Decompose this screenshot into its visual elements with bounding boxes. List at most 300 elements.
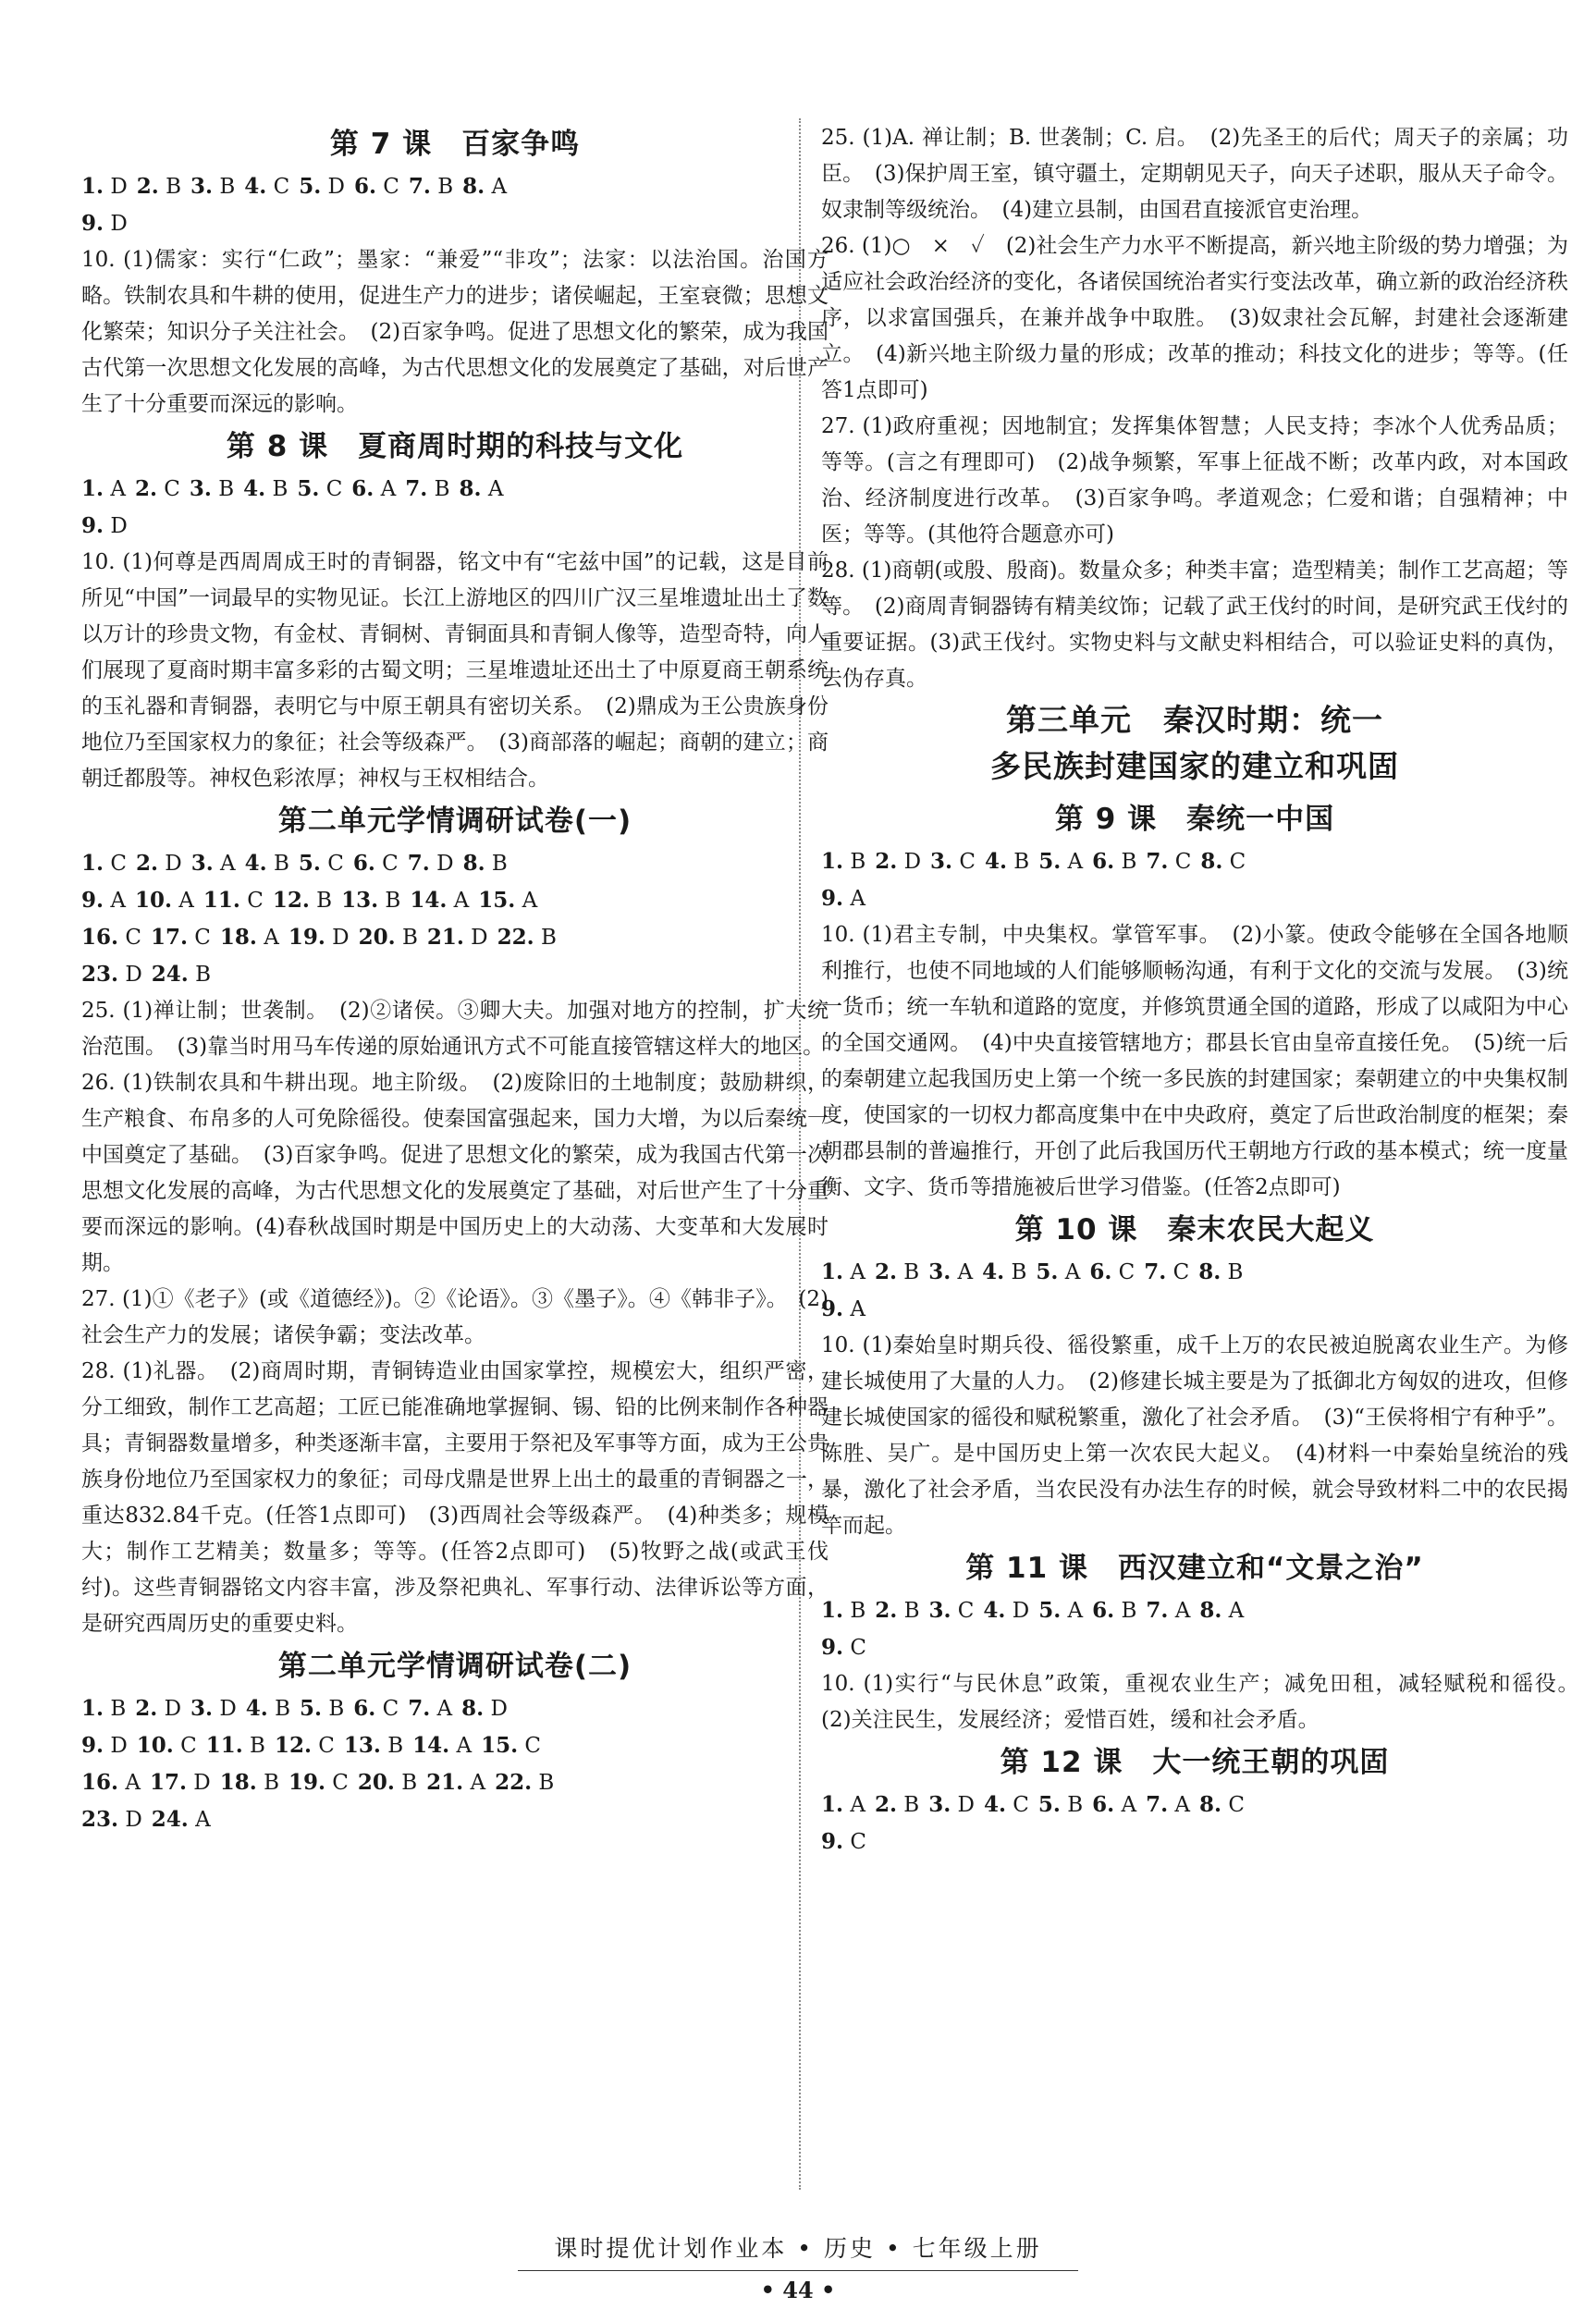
answer-letter: D: [125, 963, 142, 987]
lesson-7-q10: 10. (1)儒家：实行“仁政”；墨家：“兼爱”“非攻”；法家：以法治国。治国方略。铁制农具和牛耕的使用，促进生产力的进步；诸侯崛起，王室衰微；思想文化繁荣；知识分子关注社会。 (2)百家争鸣。促进了思想文化的繁荣，成为我国古代第一次思想文化发展的高峰，为古代思想文化的发展奠定了基础，对后世产生了十分重要而深远的影响。: [81, 248, 829, 416]
answer-letter: A: [850, 1793, 866, 1817]
answer-letter: A: [1067, 1599, 1084, 1623]
answer-item: [875, 1592, 919, 1629]
question-number: 7.: [1146, 849, 1169, 874]
answer-item: [81, 1727, 128, 1764]
answer-item: [1089, 1254, 1135, 1291]
answer-item: [152, 1801, 211, 1838]
footer-book-title: 课时提优计划作业本 • 历史 • 七年级上册: [554, 2235, 1042, 2262]
lesson-8-title: 第 8 课 夏商周时期的科技与文化: [226, 430, 684, 463]
answer-letter: A: [1067, 850, 1084, 874]
answer-row: [81, 508, 829, 545]
question-number: 4.: [244, 174, 267, 199]
question-number: 13.: [341, 888, 379, 913]
answer-item: [821, 1254, 866, 1291]
test-1-q25: 25. (1)禅让制；世袭制。 (2)②诸侯。③卿大夫。加强对地方的控制，扩大统治范围。 (3)靠当时用马车传递的原始通讯方式不可能直接管辖这样大的地区。: [81, 999, 829, 1059]
question-number: 6.: [1092, 849, 1115, 874]
question-number: 16.: [81, 1770, 119, 1795]
question-number: 4.: [982, 1259, 1005, 1284]
answer-item: [982, 1254, 1026, 1291]
question-number: 15.: [478, 888, 516, 913]
answer-letter: A: [264, 926, 279, 950]
test-1-title: 第二单元学情调研试卷(一): [277, 804, 632, 838]
answer-letter: B: [903, 1599, 920, 1623]
question-number: 15.: [481, 1733, 519, 1758]
answer-letter: A: [110, 477, 126, 501]
answer-letter: A: [195, 1808, 211, 1832]
answer-letter: B: [903, 1793, 920, 1817]
answer-row: [821, 1592, 1568, 1629]
question-number: 5.: [1036, 1259, 1059, 1284]
answer-item: [928, 1592, 974, 1629]
answer-item: [359, 919, 418, 956]
answer-item: [1199, 1592, 1244, 1629]
question-number: 4.: [983, 1792, 1006, 1817]
answer-item: [1092, 1592, 1136, 1629]
question-number: 22.: [497, 925, 534, 950]
answer-letter: C: [383, 175, 399, 199]
answer-item: [150, 1764, 211, 1801]
question-number: 23.: [81, 962, 119, 987]
question-number: 5.: [1038, 1598, 1062, 1623]
answer-letter: B: [401, 926, 418, 950]
answer-letter: D: [110, 1734, 128, 1758]
answer-item: [875, 843, 921, 880]
question-number: 1.: [81, 174, 104, 199]
answer-item: [152, 956, 211, 993]
question-number: 8.: [1200, 849, 1223, 874]
answer-item: [821, 843, 866, 880]
question-number: 6.: [351, 476, 374, 501]
question-number: 9.: [81, 513, 104, 538]
answer-item: [1038, 843, 1083, 880]
answer-letter: C: [382, 852, 399, 876]
answer-letter: B: [850, 1599, 866, 1623]
answer-item: [220, 1764, 279, 1801]
answer-letter: C: [1174, 850, 1192, 874]
answer-row: [81, 1764, 829, 1801]
answer-item: [135, 1690, 181, 1727]
question-number: 7.: [405, 476, 428, 501]
answer-letter: A: [850, 1260, 866, 1284]
answer-letter: C: [1229, 850, 1246, 874]
answer-item: [985, 843, 1029, 880]
answer-item: [928, 1254, 973, 1291]
answer-row: [821, 1824, 1568, 1860]
answer-letter: C: [1013, 1793, 1029, 1817]
question-number: 17.: [150, 925, 188, 950]
test-1-choices: [81, 845, 829, 993]
answer-letter: B: [1013, 850, 1030, 874]
answer-item: [875, 1254, 919, 1291]
question-number: 2.: [874, 1259, 897, 1284]
answer-item: [821, 1824, 866, 1860]
question-number: 4.: [984, 849, 1007, 874]
answer-item: [983, 1592, 1029, 1629]
answer-letter: D: [219, 1697, 237, 1721]
question-number: 20.: [358, 925, 396, 950]
question-number: 8.: [459, 476, 482, 501]
question-number: 6.: [1092, 1598, 1115, 1623]
answer-letter: B: [387, 1734, 404, 1758]
left-column: [81, 120, 829, 1838]
question-number: 10.: [136, 1733, 174, 1758]
answer-letter: C: [318, 1734, 335, 1758]
answer-item: [300, 1690, 344, 1727]
answer-item: [930, 843, 976, 880]
answer-letter: A: [522, 889, 538, 913]
answer-letter: B: [264, 1771, 279, 1795]
answer-letter: A: [850, 887, 866, 911]
answer-letter: A: [1064, 1260, 1081, 1284]
test-2-q27: 27. (1)政府重视；因地制宜；发挥集体智慧；人民支持；李冰个人优秀品质；等等。(言之有理即可) (2)战争频繁，军事上征战不断；改革内政，对本国政治、经济制度进行改革。 (3)百家争鸣。孝道观念；仁爱和谐；自强精神；中医；等等。(其他符合题意亦可): [821, 414, 1568, 546]
answer-item: [135, 471, 180, 508]
answer-row: [821, 1291, 1568, 1328]
answer-letter: B: [218, 477, 235, 501]
answer-letter: A: [1174, 1599, 1191, 1623]
answer-letter: B: [272, 477, 289, 501]
lesson-9-q10: 10. (1)君主专制，中央集权。掌管军事。 (2)小篆。使政令能够在全国各地顺利推行，也使不同地域的人们能够顺畅沟通，有利于文化的交流与发展。 (3)统一货币；统一车轨和道路的宽度，并修筑贯通全国的道路，形成了以咸阳为中心的全国交通网。 (4)中央直接管辖地方；郡县长官由皇帝直接任免。 (5)统一后的秦朝建立起我国历史上第一个统一多民族的封建国家；秦朝建立的中央集权制度，使国家的一切权力都高度集中在中央政府，奠定了后世政治制度的框架；秦朝郡县制的普遍推行，开创了此后我国历代王朝地方行政的基本模式；统一度量衡、文字、货币等措施被后世学习借鉴。(任答2点即可): [821, 923, 1568, 1199]
answer-letter: B: [110, 1697, 127, 1721]
page-number: • 44 •: [760, 2277, 836, 2303]
answer-item: [1200, 843, 1246, 880]
answer-letter: A: [380, 477, 397, 501]
question-number: 3.: [190, 174, 214, 199]
answer-letter: C: [850, 1830, 866, 1854]
question-number: 1.: [81, 1696, 104, 1721]
question-number: 6.: [352, 851, 375, 876]
question-number: 2.: [134, 476, 157, 501]
question-number: 3.: [928, 1598, 951, 1623]
answer-item: [928, 1787, 975, 1824]
answer-letter: B: [1121, 1599, 1137, 1623]
answer-item: [136, 845, 182, 882]
answer-item: [426, 1764, 485, 1801]
lesson-11-title: 第 11 课 西汉建立和“文景之治”: [965, 1552, 1424, 1585]
lesson-10-choices: [821, 1254, 1568, 1328]
question-number: 2.: [875, 1598, 898, 1623]
test-2-q28: 28. (1)商朝(或殷、殷商)。数量众多；种类丰富；造型精美；制作工艺高超；等等。 (2)商周青铜器铸有精美纹饰；记载了武王伐纣的时间，是研究武王伐纣的重要证据。(3)武王伐纣。实物史料与文献史料相结合，可以验证史料的真伪，去伪存真。: [821, 559, 1568, 691]
answer-letter: D: [903, 850, 922, 874]
answer-letter: C: [1228, 1793, 1245, 1817]
answer-letter: A: [453, 889, 470, 913]
answer-item: [497, 919, 557, 956]
lesson-12-title: 第 12 课 大一统王朝的巩固: [1000, 1746, 1390, 1779]
question-number: 2.: [875, 849, 898, 874]
answer-item: [1092, 1787, 1136, 1824]
test-2-q25: 25. (1)A. 禅让制；B. 世袭制；C. 启。 (2)先圣王的后代；周天子的亲属；功臣。 (3)保护周王室，镇守疆土，定期朝见天子，向天子述职，服从天子命令。奴隶制等级统治。 (4)建立县制，由国君直接派官吏治理。: [821, 126, 1568, 222]
answer-letter: B: [328, 1697, 345, 1721]
lesson-10-title: 第 10 课 秦末农民大起义: [1014, 1213, 1375, 1246]
answer-letter: D: [1012, 1599, 1030, 1623]
answer-row: [81, 882, 829, 919]
answer-item: [244, 168, 289, 205]
answer-row: [81, 919, 829, 956]
unit-3-title-line-2: 多民族封建国家的建立和巩固: [990, 748, 1399, 784]
question-number: 7.: [408, 174, 431, 199]
test-2-q26: 26. (1)○ × ✓ (2)社会生产力水平不断提高，新兴地主阶级的势力增强；为适应社会政治经济的变化，各诸侯国统治者实行变法改革，确立新的政治经济秩序，以求富国强兵，在兼并战争中取胜。 (3)奴隶社会瓦解，封建社会逐渐建立。 (4)新兴地主阶级力量的形成；改革的推动；科技文化的进步；等等。(任答1点即可): [821, 234, 1568, 402]
answer-letter: B: [491, 852, 508, 876]
question-number: 4.: [245, 1696, 268, 1721]
answer-item: [135, 882, 194, 919]
answer-letter: D: [327, 175, 345, 199]
answer-letter: A: [487, 477, 504, 501]
question-number: 10.: [134, 888, 172, 913]
answer-item: [495, 1764, 554, 1801]
answer-item: [191, 845, 236, 882]
answer-letter: C: [959, 850, 976, 874]
answer-item: [463, 845, 508, 882]
question-number: 18.: [219, 1770, 257, 1795]
answer-letter: C: [327, 852, 344, 876]
question-number: 1.: [821, 849, 844, 874]
question-number: 4.: [243, 476, 266, 501]
question-number: 3.: [928, 1792, 951, 1817]
answer-letter: C: [164, 477, 180, 501]
lesson-12-choices: [821, 1787, 1568, 1860]
question-number: 8.: [1199, 1792, 1222, 1817]
answer-item: [273, 882, 332, 919]
answer-item: [299, 168, 345, 205]
answer-item: [353, 1690, 399, 1727]
answer-item: [81, 882, 126, 919]
answer-letter: A: [470, 1771, 486, 1795]
answer-item: [410, 882, 469, 919]
question-number: 3.: [930, 849, 953, 874]
answer-letter: D: [165, 852, 182, 876]
answer-item: [245, 845, 289, 882]
answer-row: [821, 843, 1568, 880]
answer-item: [206, 1727, 265, 1764]
question-number: 19.: [288, 925, 325, 950]
answer-item: [190, 168, 235, 205]
question-number: 3.: [928, 1259, 951, 1284]
answer-row: [81, 168, 829, 205]
question-number: 6.: [1092, 1792, 1115, 1817]
answer-letter: D: [110, 212, 128, 236]
lesson-10-q10: 10. (1)秦始皇时期兵役、徭役繁重，成千上万的农民被迫脱离农业生产。为修建长城使用了大量的人力。 (2)修建长城主要是为了抵御北方匈奴的进攻，但修建长城使国家的徭役和赋税繁重，激化了社会矛盾。 (3)“王侯将相宁有种乎”。陈胜、吴广。是中国历史上第一次农民大起义。 (4)材料一中秦始皇统治的残暴，激化了社会矛盾，当农民没有办法生存的时候，就会导致材料二中的农民揭竿而起。: [821, 1333, 1568, 1538]
question-number: 6.: [353, 1696, 376, 1721]
answer-letter: B: [250, 1734, 265, 1758]
answer-letter: A: [1228, 1599, 1245, 1623]
answer-item: [81, 1801, 142, 1838]
answer-letter: C: [1118, 1260, 1136, 1284]
answer-letter: B: [903, 1260, 920, 1284]
question-number: 1.: [81, 851, 104, 876]
question-number: 1.: [821, 1598, 844, 1623]
answer-item: [409, 168, 453, 205]
question-number: 7.: [408, 1696, 431, 1721]
answer-item: [459, 471, 503, 508]
answer-item: [243, 471, 288, 508]
question-number: 20.: [357, 1770, 395, 1795]
answer-item: [427, 919, 488, 956]
answer-row: [821, 1787, 1568, 1824]
lesson-9-choices: [821, 843, 1568, 917]
answer-item: [81, 1764, 141, 1801]
answer-item: [412, 1727, 472, 1764]
answer-letter: C: [850, 1636, 866, 1660]
answer-item: [344, 1727, 403, 1764]
answer-letter: B: [401, 1771, 418, 1795]
answer-item: [462, 168, 507, 205]
question-number: 6.: [353, 174, 376, 199]
question-number: 9.: [81, 888, 104, 913]
test-1-q28: 28. (1)礼器。 (2)商周时期，青铜铸造业由国家掌控，规模宏大，组织严密，分工细致，制作工艺高超；工匠已能准确地掌握铜、锡、铅的比例来制作各种器具；青铜器数量增多，种类逐渐丰富，主要用于祭祀及军事等方面，成为王公贵族身份地位乃至国家权力的象征；司母戊鼎是世界上出土的最重的青铜器之一，重达832.84千克。(任答1点即可) (3)西周社会等级森严。 (4)种类多；规模大；制作工艺精美；数量多；等等。(任答2点即可) (5)牧野之战(或武王伐纣)。这些青铜器铭文内容丰富，涉及祭祀典礼、军事行动、法律诉讼等方面，是研究西周历史的重要史料。: [81, 1359, 829, 1636]
answer-item: [1198, 1254, 1243, 1291]
answer-letter: C: [957, 1599, 975, 1623]
question-number: 18.: [219, 925, 257, 950]
lesson-7-choices: [81, 168, 829, 242]
answer-row: [81, 205, 829, 242]
answer-item: [151, 919, 211, 956]
question-number: 12.: [274, 1733, 312, 1758]
answer-row: [81, 1690, 829, 1727]
question-number: 14.: [412, 1733, 450, 1758]
answer-item: [220, 919, 279, 956]
question-number: 17.: [149, 1770, 187, 1795]
question-number: 7.: [1144, 1259, 1167, 1284]
question-number: 8.: [462, 174, 485, 199]
answer-letter: C: [325, 477, 343, 501]
answer-letter: B: [540, 926, 557, 950]
question-number: 5.: [298, 851, 321, 876]
answer-letter: B: [385, 889, 401, 913]
answer-letter: C: [180, 1734, 197, 1758]
question-number: 13.: [343, 1733, 381, 1758]
answer-letter: D: [436, 852, 454, 876]
question-number: 3.: [190, 1696, 214, 1721]
question-number: 3.: [189, 476, 212, 501]
answer-letter: C: [382, 1697, 399, 1721]
answer-item: [190, 471, 234, 508]
question-number: 9.: [821, 1829, 844, 1854]
answer-letter: D: [193, 1771, 211, 1795]
answer-letter: D: [110, 514, 128, 538]
answer-letter: A: [491, 175, 508, 199]
question-number: 22.: [495, 1770, 533, 1795]
answer-item: [461, 1690, 508, 1727]
answer-letter: B: [1011, 1260, 1027, 1284]
answer-letter: B: [1227, 1260, 1244, 1284]
question-number: 5.: [1037, 1792, 1061, 1817]
unit-3-title-line-1: 第三单元 秦汉时期：统一: [1006, 702, 1383, 738]
answer-item: [137, 168, 181, 205]
answer-item: [821, 1291, 866, 1328]
question-number: 21.: [426, 1770, 464, 1795]
answer-letter: B: [850, 850, 866, 874]
lesson-7-title: 第 7 课 百家争鸣: [329, 128, 581, 161]
lesson-8-q10: 10. (1)何尊是西周周成王时的青铜器，铭文中有“宅兹中国”的记载，这是目前所见“中国”一词最早的实物见证。长江上游地区的四川广汉三星堆遗址出土了数以万计的珍贵文物，有金杖、青铜树、青铜面具和青铜人像等，造型奇特，向人们展现了夏商时期丰富多彩的古蜀文明；三星堆遗址还出土了中原夏商王朝系统的玉礼器和青铜器，表明它与中原王朝具有密切关系。 (2)鼎成为王公贵族身份地位乃至国家权力的象征；社会等级森严。 (3)商部落的崛起；商朝的建立；商朝迁都殷等。神权色彩浓厚；神权与王权相结合。: [81, 550, 829, 791]
question-number: 23.: [81, 1807, 119, 1832]
answer-letter: A: [1174, 1793, 1191, 1817]
answer-row: [81, 1727, 829, 1764]
question-number: 4.: [244, 851, 267, 876]
answer-letter: D: [125, 1808, 142, 1832]
answer-item: [481, 1727, 541, 1764]
answer-item: [821, 1592, 866, 1629]
answer-letter: C: [125, 926, 141, 950]
answer-letter: A: [850, 1297, 866, 1321]
answer-item: [81, 205, 128, 242]
question-number: 1.: [821, 1259, 844, 1284]
answer-item: [1199, 1787, 1245, 1824]
test-2-title: 第二单元学情调研试卷(二): [277, 1650, 632, 1683]
question-number: 1.: [821, 1792, 844, 1817]
answer-row: [81, 845, 829, 882]
answer-item: [1146, 1787, 1190, 1824]
answer-item: [81, 956, 142, 993]
answer-item: [821, 1629, 866, 1666]
question-number: 7.: [1146, 1792, 1169, 1817]
answer-letter: C: [273, 175, 290, 199]
answer-letter: A: [456, 1734, 473, 1758]
lesson-8-choices: [81, 471, 829, 545]
lesson-9-title: 第 9 课 秦统一中国: [1054, 803, 1335, 836]
answer-item: [1036, 1254, 1080, 1291]
answer-letter: D: [110, 175, 128, 199]
question-number: 21.: [426, 925, 464, 950]
answer-letter: A: [436, 1697, 453, 1721]
answer-letter: B: [275, 1697, 291, 1721]
answer-item: [1092, 843, 1136, 880]
question-number: 9.: [81, 211, 104, 236]
question-number: 8.: [462, 851, 485, 876]
test-2-choices: [81, 1690, 829, 1838]
test-1-q26: 26. (1)铁制农具和牛耕出现。地主阶级。 (2)废除旧的土地制度；鼓励耕织，生产粮食、布帛多的人可免除徭役。使秦国富强起来，国力大增，为以后秦统一中国奠定了基础。 (3)百家争鸣。促进了思想文化的繁荣，成为我国古代第一次思想文化发展的高峰，为古代思想文化的发展奠定了基础，对后世产生了十分重要而深远的影响。(4)春秋战国时期是中国历史上的大动荡、大变革和大发展时期。: [81, 1071, 829, 1275]
question-number: 24.: [151, 1807, 189, 1832]
answer-item: [984, 1787, 1029, 1824]
question-number: 6.: [1089, 1259, 1112, 1284]
answer-item: [246, 1690, 290, 1727]
question-number: 19.: [288, 1770, 325, 1795]
answer-letter: A: [110, 889, 126, 913]
question-number: 3.: [190, 851, 214, 876]
question-number: 1.: [81, 476, 104, 501]
answer-letter: D: [490, 1697, 508, 1721]
answer-item: [341, 882, 400, 919]
question-number: 5.: [1038, 849, 1062, 874]
answer-letter: B: [538, 1771, 555, 1795]
answer-letter: D: [164, 1697, 182, 1721]
answer-item: [408, 1690, 452, 1727]
answer-item: [81, 1690, 126, 1727]
answer-item: [275, 1727, 335, 1764]
answer-letter: A: [125, 1771, 141, 1795]
question-number: 5.: [297, 476, 320, 501]
answer-item: [351, 471, 396, 508]
question-number: 2.: [135, 851, 158, 876]
answer-item: [408, 845, 454, 882]
answer-item: [297, 471, 342, 508]
question-number: 11.: [205, 1733, 243, 1758]
answer-letter: D: [471, 926, 488, 950]
question-number: 9.: [821, 886, 844, 911]
answer-letter: B: [434, 477, 450, 501]
question-number: 9.: [821, 1635, 844, 1660]
answer-item: [137, 1727, 197, 1764]
test-1-q27: 27. (1)①《老子》(或《道德经》)。②《论语》。③《墨子》。④《韩非子》。 (2)社会生产力的发展；诸侯争霸；变法改革。: [81, 1287, 829, 1347]
lesson-11-choices: [821, 1592, 1568, 1666]
answer-item: [81, 471, 126, 508]
answer-item: [821, 1787, 866, 1824]
answer-item: [821, 880, 866, 917]
answer-item: [289, 1764, 349, 1801]
footer-rule: [518, 2270, 1078, 2271]
question-number: 7.: [1146, 1598, 1169, 1623]
answer-item: [354, 168, 399, 205]
question-number: 7.: [407, 851, 430, 876]
